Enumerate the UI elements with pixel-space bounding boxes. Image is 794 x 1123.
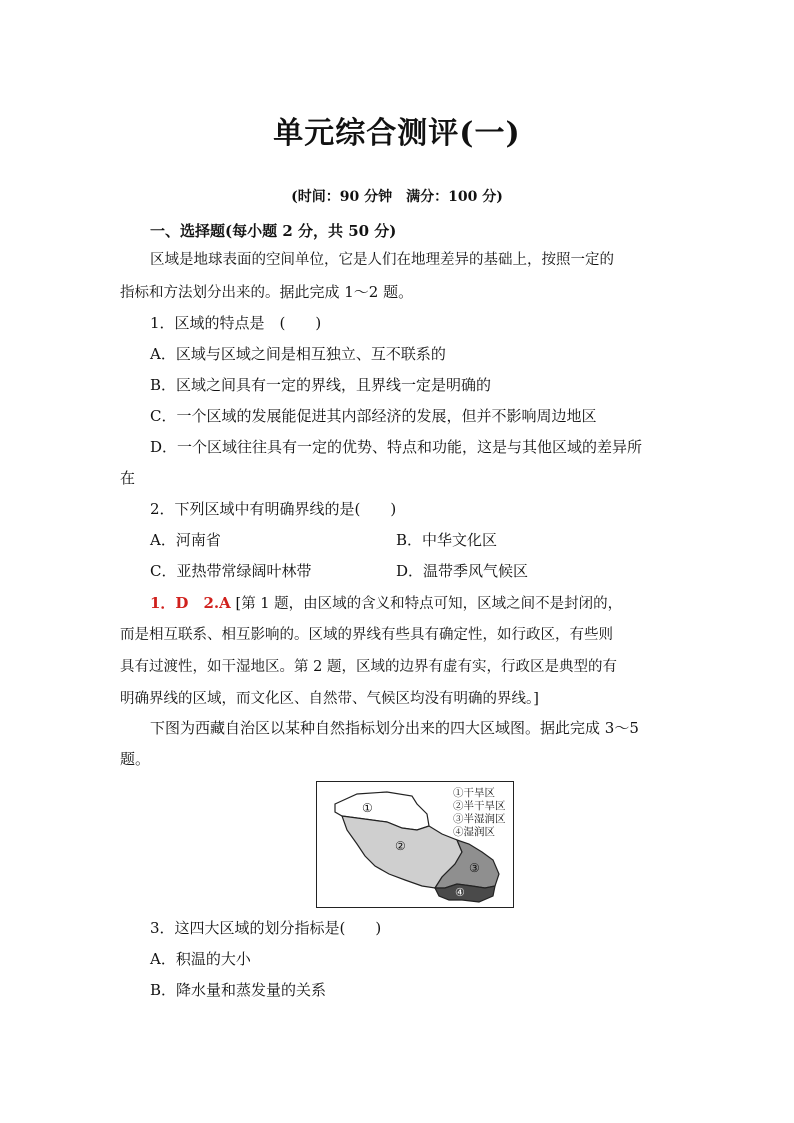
exam-meta: (时间：90 分钟 满分：100 分) [291, 189, 503, 205]
map-label-humid: ④ [455, 886, 465, 899]
intro2-line-2: 题。 [120, 750, 151, 768]
legend-item-semi-humid: ③半湿润区 [453, 813, 506, 825]
tibet-region-map [316, 781, 514, 908]
q1-option-b: B．区域之间具有一定的界线，且界线一定是明确的 [150, 376, 492, 394]
q1-option-d-cont: 在 [120, 469, 136, 487]
answer-key: 1．D 2.A [150, 594, 231, 612]
intro2-line-1: 下图为西藏自治区以某种自然指标划分出来的四大区域图。据此完成 3～5 [150, 719, 639, 737]
q3-option-b: B．降水量和蒸发量的关系 [150, 981, 327, 999]
map-label-semi-arid: ② [395, 839, 406, 853]
map-label-arid: ① [362, 801, 373, 815]
intro-line-2-instruction: 据此完成 1～2 题。 [279, 283, 414, 301]
answer-explanation-1: [第 1 题，由区域的含义和特点可知，区域之间不是封闭的， [235, 596, 623, 612]
answer-line-3: 具有过渡性，如干湿地区。第 2 题，区域的边界有虚有实，行政区是典型的有 [120, 659, 617, 675]
legend-item-humid: ④湿润区 [453, 826, 495, 838]
intro-line-2-text: 指标和方法划分出来的。 [120, 285, 280, 301]
intro-line-2 [120, 277, 413, 309]
answer-line-1 [150, 588, 622, 620]
q1-option-c: C．一个区域的发展能促进其内部经济的发展，但并不影响周边地区 [150, 407, 597, 425]
intro-line-1: 区域是地球表面的空间单位，它是人们在地理差异的基础上，按照一定的 [150, 252, 614, 268]
answer-line-4: 明确界线的区域，而文化区、自然带、气候区均没有明确的界线。] [120, 691, 539, 707]
q2-option-d: D．温带季风气候区 [396, 562, 529, 580]
answer-line-2: 而是相互联系、相互影响的。区域的界线有些具有确定性，如行政区，有些则 [120, 627, 613, 643]
q3-stem: 3．这四大区域的划分指标是( ) [150, 919, 382, 937]
q1-option-a: A．区域与区域之间是相互独立、互不联系的 [150, 345, 446, 363]
tibet-map-svg [317, 782, 513, 907]
q1-option-d: D．一个区域往往具有一定的优势、特点和功能，这是与其他区域的差异所 [150, 438, 643, 456]
legend-item-semi-arid: ②半干旱区 [453, 800, 506, 812]
q2-option-c: C．亚热带常绿阔叶林带 [150, 562, 312, 580]
q1-stem: 1．区域的特点是 ( ) [150, 314, 322, 332]
q2-option-a: A．河南省 [150, 531, 221, 549]
map-label-semi-humid: ③ [469, 861, 480, 875]
q2-stem: 2．下列区域中有明确界线的是( ) [150, 500, 397, 518]
page-title: 单元综合测评(一) [273, 116, 521, 151]
q3-option-a: A．积温的大小 [150, 950, 251, 968]
q2-option-b: B．中华文化区 [396, 531, 498, 549]
legend-item-arid: ①干旱区 [453, 787, 495, 799]
section-heading: 一、选择题(每小题 2 分，共 50 分) [150, 222, 397, 240]
